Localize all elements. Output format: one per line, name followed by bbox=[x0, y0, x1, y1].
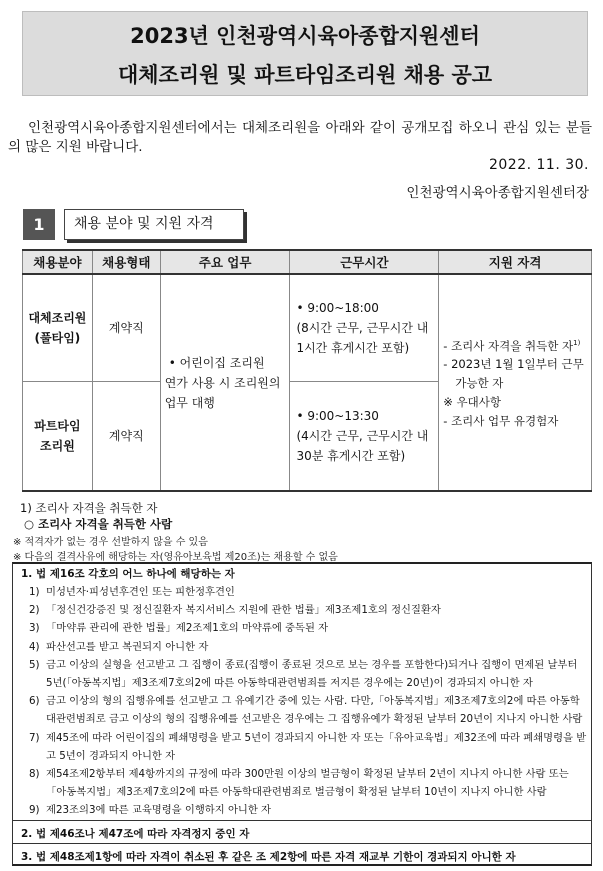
issuing-organization: 인천광역시육아종합지원센터장 bbox=[406, 185, 589, 201]
section-title: 채용 분야 및 지원 자격 bbox=[64, 209, 244, 240]
title-line-1: 2023년 인천광역시육아종합지원센터 bbox=[130, 24, 480, 48]
type-cell: 계약직 bbox=[92, 381, 160, 491]
list-item: 6) 금고 이상의 형의 집행유예를 선고받고 그 유예기간 중에 있는 사람. 다만,「아동복지법」제3조제7호의2에 따른 아동학대관련범죄로 금고 이상의 형의 집행유예를 선고받은 경우에는 그 집행유예가 확정된 날부터 20년이 지나지 아니한 사람 bbox=[29, 695, 583, 726]
divider bbox=[13, 820, 591, 821]
header-qualification: 지원 자격 bbox=[439, 250, 592, 274]
field-subname: 조리원 bbox=[40, 438, 75, 453]
disqualification-list bbox=[29, 583, 587, 820]
disqualification-heading-1: 1. 법 제16조 각호의 어느 하나에 해당하는 자 bbox=[21, 568, 235, 580]
list-item: 3) 「마약류 관리에 관한 법률」제2조제1호의 마약류에 중독된 자 bbox=[29, 622, 329, 635]
list-item: 8) 제54조제2항부터 제4항까지의 규정에 따라 300만원 이상의 벌금형이 확정된 날부터 2년이 지나지 아니한 사람 또는「아동복지법」제3조제7호의2에 따른 아동학대관련범죄로 벌금형이 확정된 날부터 10년이 지나지 아니한 사람 bbox=[29, 768, 569, 799]
recruitment-table bbox=[22, 249, 592, 492]
qualification-item: 가능한 자 bbox=[455, 376, 504, 391]
qualification-cell bbox=[439, 274, 592, 491]
hours-detail: (4시간 근무, 근무시간 내 bbox=[296, 428, 429, 443]
table-header-row bbox=[23, 250, 592, 274]
type-cell: 계약직 bbox=[92, 274, 160, 381]
note-no-hire: ※ 적격자가 없는 경우 선발하지 않을 수 있음 bbox=[13, 537, 208, 548]
hours-detail: 30분 휴게시간 포함) bbox=[296, 448, 406, 463]
list-item: 2) 「정신건강증진 및 정신질환자 복지서비스 지원에 관한 법률」제3조제1호의 정신질환자 bbox=[29, 604, 441, 617]
hours-detail: (8시간 근무, 근무시간 내 bbox=[296, 320, 429, 335]
qualification-item: - 조리사 자격을 취득한 자$^{1)}$ bbox=[443, 338, 581, 353]
intro-text: 인천광역시육아종합지원센터에서는 대체조리원을 아래와 같이 공개모집 하오니 관심 있는 분들의 많은 지원 바랍니다. bbox=[8, 120, 592, 155]
header-field: 채용분야 bbox=[23, 250, 93, 274]
qualification-item: - 2023년 1월 1일부터 근무 bbox=[443, 357, 584, 372]
disqualification-heading-2: 2. 법 제46조나 제47조에 따라 자격정지 중인 자 bbox=[21, 828, 250, 840]
hours-cell bbox=[290, 274, 439, 381]
duty-line: • 어린이집 조리원 bbox=[168, 355, 265, 370]
footnote-detail: ○ 조리사 자격을 취득한 사람 bbox=[24, 517, 173, 531]
field-name: 대체조리원 bbox=[28, 310, 87, 325]
note-disqualification: ※ 다음의 결격사유에 해당하는 자(영유아보육법 제20조)는 채용할 수 없음 bbox=[13, 552, 338, 563]
title-banner bbox=[22, 11, 588, 96]
hours-cell bbox=[290, 381, 439, 491]
hours-time: • 9:00~13:30 bbox=[296, 408, 379, 423]
list-item: 9) 제23조의3에 따른 교육명령을 이행하지 아니한 자 bbox=[29, 804, 272, 817]
list-item: 1) 미성년자·피성년후견인 또는 피한정후견인 bbox=[29, 586, 235, 598]
footnote: 1) 조리사 자격을 취득한 자 bbox=[20, 501, 158, 515]
disqualification-heading-3: 3. 법 제48조제1항에 따라 자격이 취소된 후 같은 조 제2항에 따른 자격 재교부 기한이 경과되지 아니한 자 bbox=[21, 851, 516, 863]
hours-time: • 9:00~18:00 bbox=[296, 300, 379, 315]
field-cell bbox=[23, 381, 93, 491]
list-item: 7) 제45조에 따라 어린이집의 폐쇄명령을 받고 5년이 경과되지 아니한 자 또는「유아교육법」제32조에 따라 폐쇄명령을 받고 5년이 경과되지 아니한 자 bbox=[29, 731, 587, 762]
field-name: 파트타임 bbox=[34, 418, 81, 433]
disqualification-box bbox=[12, 562, 592, 866]
announcement-date: 2022. 11. 30. bbox=[488, 157, 589, 173]
title-line-2: 대체조리원 및 파트타임조리원 채용 공고 bbox=[117, 63, 493, 87]
header-duty: 주요 업무 bbox=[160, 250, 290, 274]
preference-label: ※ 우대사항 bbox=[443, 395, 501, 410]
list-item: 5) 금고 이상의 실형을 선고받고 그 집행이 종료(집행이 종료된 것으로 보는 경우를 포함한다)되거나 집행이 면제된 날부터 5년(「아동복지법」제3조제7호의2에 따른 아동학대관련범죄를 저지른 경우에는 20년)이 경과되지 아니한 자 bbox=[29, 658, 578, 690]
field-subname: (풀타임) bbox=[34, 330, 81, 345]
section-number: 1 bbox=[23, 209, 55, 240]
duty-cell bbox=[160, 274, 290, 491]
duty-line: 연가 사용 시 조리원의 bbox=[164, 375, 281, 390]
header-hours: 근무시간 bbox=[290, 250, 439, 274]
divider bbox=[13, 843, 591, 844]
intro-paragraph bbox=[8, 119, 592, 157]
preference-item: - 조리사 업무 유경험자 bbox=[443, 414, 559, 429]
header-type: 채용형태 bbox=[92, 250, 160, 274]
hours-detail: 1시간 휴게시간 포함) bbox=[296, 340, 410, 355]
list-item: 4) 파산선고를 받고 복권되지 아니한 자 bbox=[29, 640, 209, 653]
field-cell bbox=[23, 274, 93, 381]
table-row bbox=[23, 274, 592, 381]
duty-line: 업무 대행 bbox=[164, 395, 215, 410]
